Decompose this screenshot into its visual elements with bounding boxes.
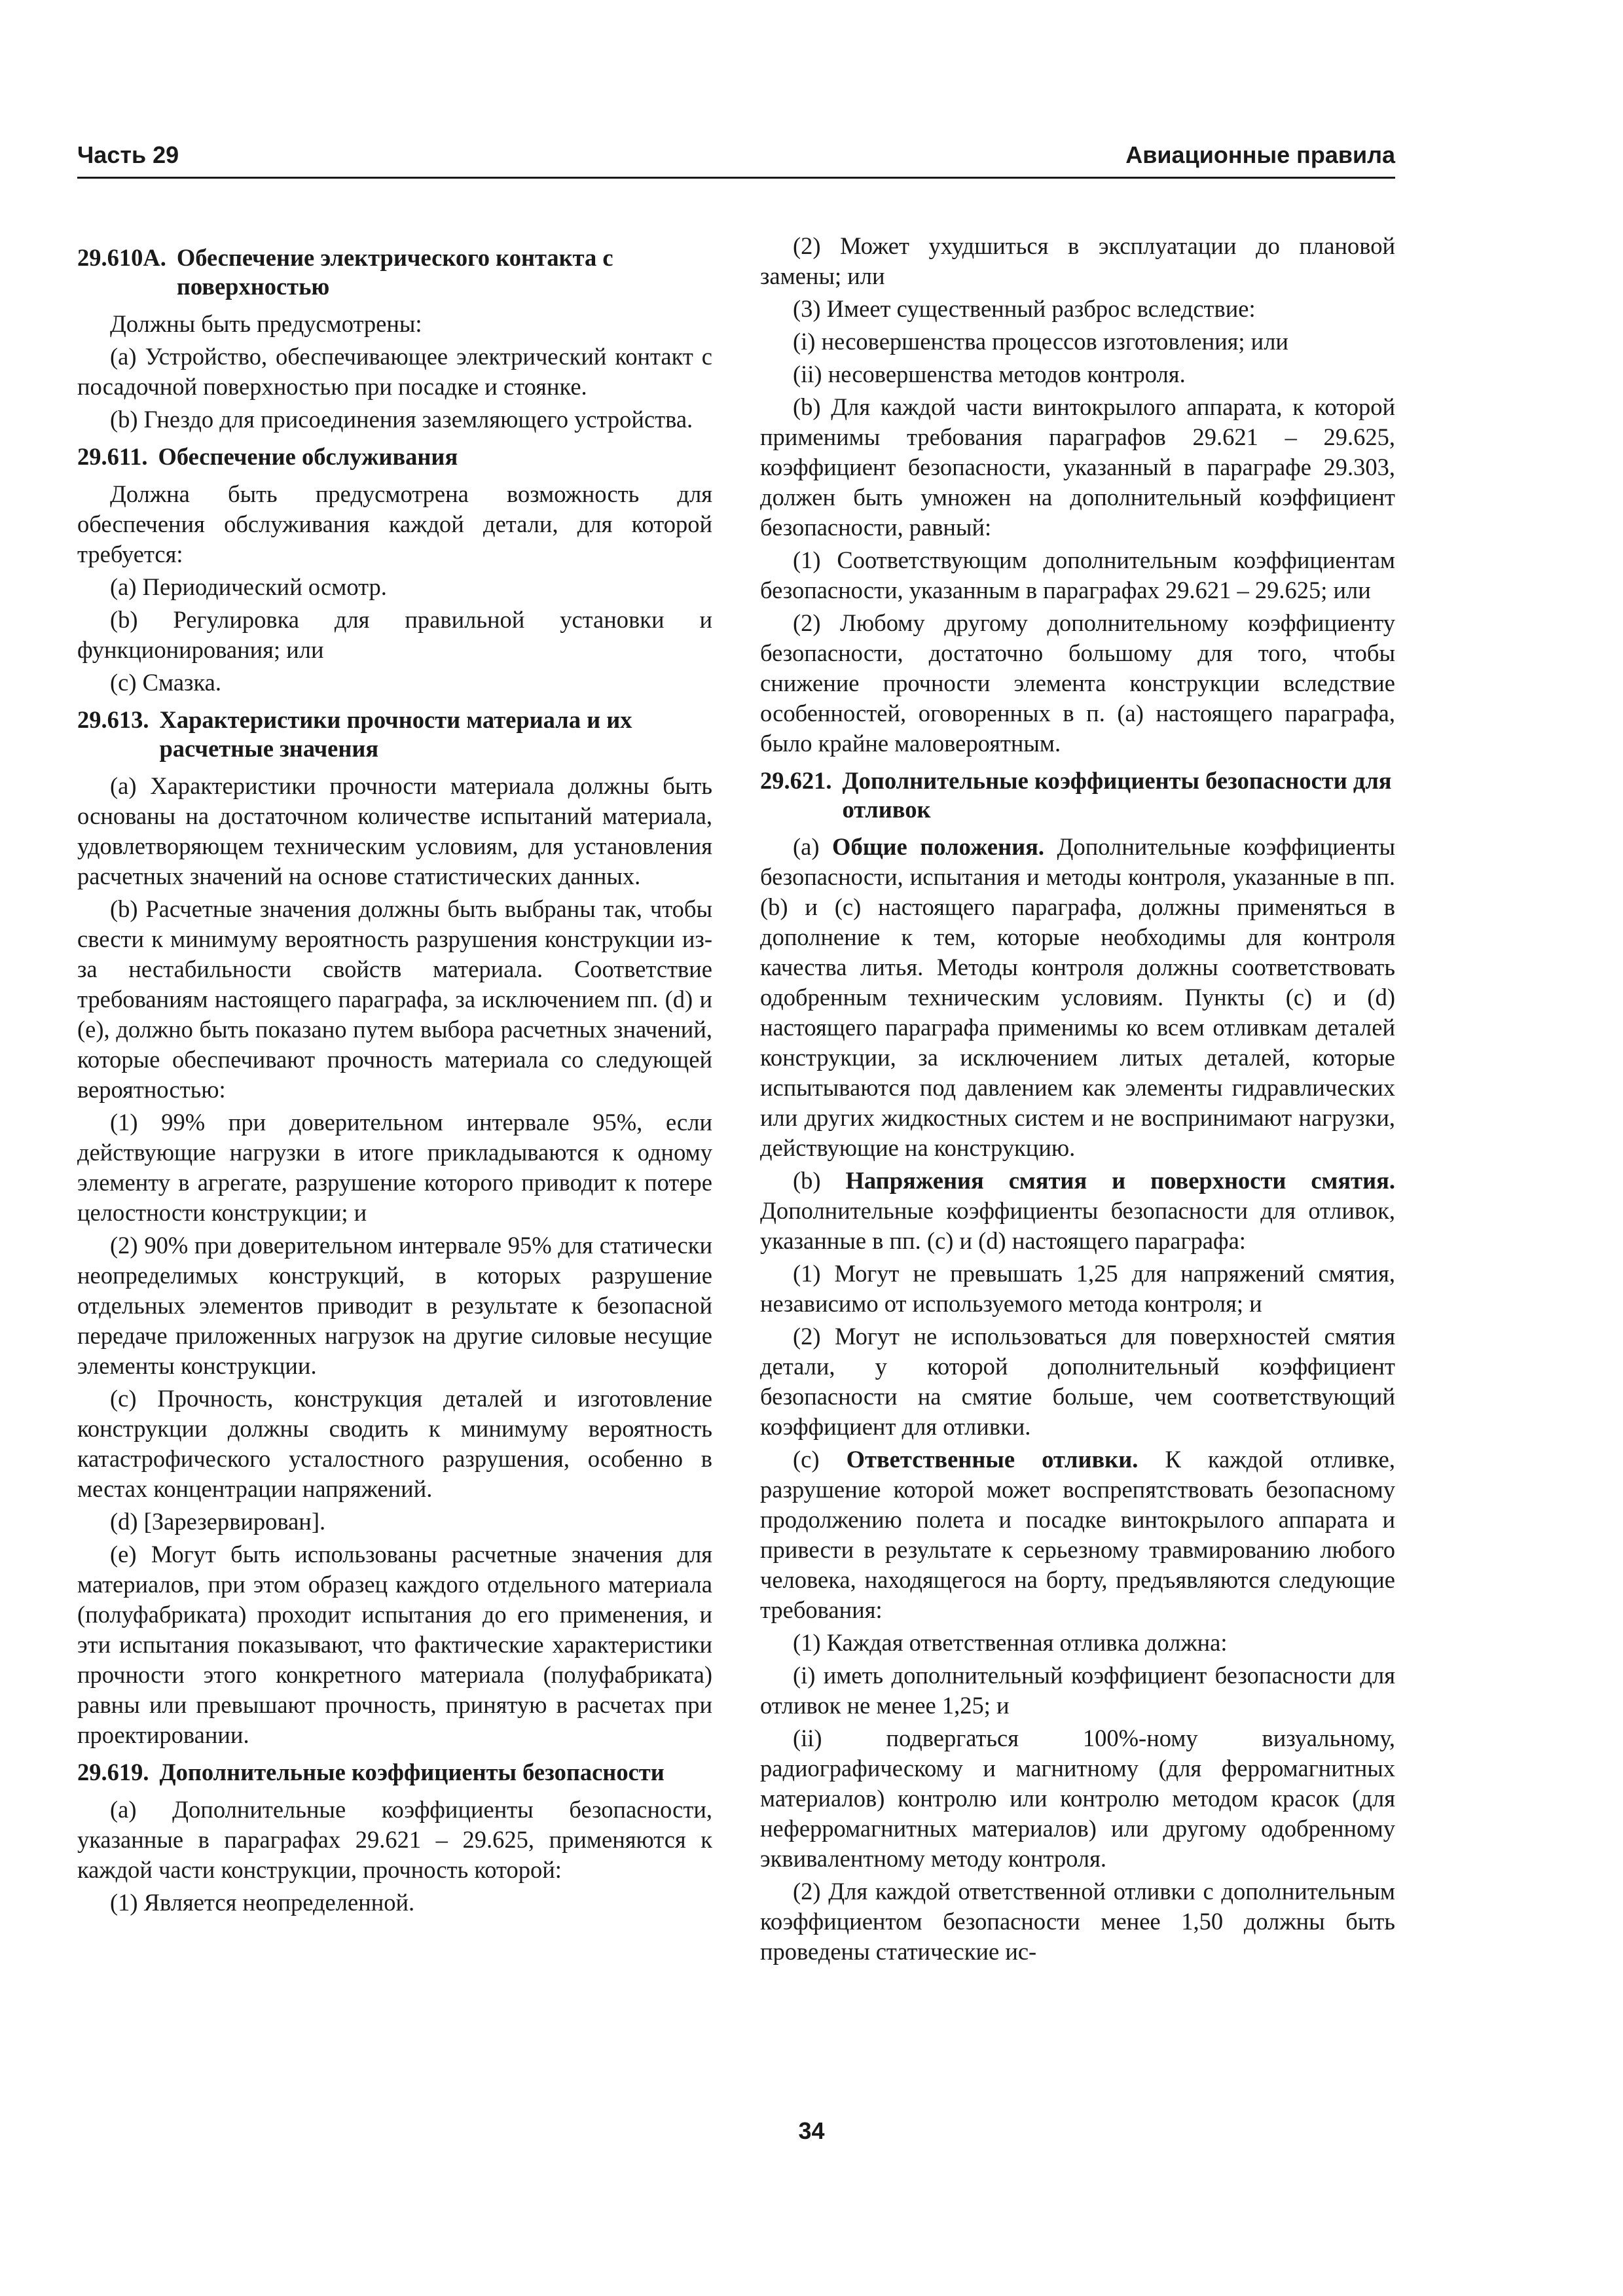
paragraph: (e) Могут быть использованы расчетные значения для материалов, при этом образец каждого отдельного материала (полуфабриката) проходит испытания до его применения, и эти испытания показывают, что фактические характеристики прочности этого конкретного материала (полуфабриката) равны или превышают прочность, принятую в расчетах при проектировании. bbox=[77, 1541, 712, 1748]
paragraph: (1) Является неопределенной. bbox=[110, 1889, 415, 1916]
section-number: 29.621. bbox=[760, 767, 832, 794]
section-title: Характеристики прочности материала и их расчетные значения bbox=[159, 706, 632, 762]
section-title: Дополнительные коэффициенты безопасности bbox=[159, 1759, 665, 1785]
section-number: 29.613. bbox=[77, 706, 149, 733]
left-column bbox=[77, 243, 712, 1920]
paragraph: (ii) несовершенства методов контроля. bbox=[793, 361, 1186, 387]
paragraph: (b) Регулировка для правильной установки и функционирования; или bbox=[77, 606, 712, 663]
paragraph-general-provisions bbox=[760, 832, 1395, 1163]
item-text: Дополнительные коэффициенты безопасности, испытания и методы контроля, указанные в пп. (b) и (c) настоящего параграфа, должны применяться в дополнение к тем, которые необходимы для контроля качества литья. Методы контроля должны соответствовать одобренным техническим условиям. Пункты (c) и (d) настоящего параграфа применимы ко всем отливкам деталей конструкции, за исключением литых деталей, которые испытываются под давлением как элементы гидравлических или других жидкостных систем и не воспринимают нагрузки, действующие на конструкцию. bbox=[760, 833, 1395, 1161]
item-prefix: (b) bbox=[793, 1167, 821, 1194]
paragraph: (i) несовершенства процессов изготовления; или bbox=[793, 328, 1288, 355]
paragraph: (2) 90% при доверительном интервале 95% для статически неопределимых конструкций, в которых разрушение отдельных элементов приводит в результате к безопасной передаче приложенных нагрузок на другие силовые несущие элементы конструкции. bbox=[77, 1232, 712, 1379]
section-heading-29-619 bbox=[77, 1758, 712, 1787]
paragraph: (ii) подвергаться 100%-ному визуальному, радиографическому и магнитному (для ферромагнитных материалов) контролю или контролю методом красок (для неферромагнитных материалов) или другому одобренному эквивалентному методу контроля. bbox=[760, 1725, 1395, 1872]
paragraph: (d) [Зарезервирован]. bbox=[110, 1508, 326, 1535]
page-number: 34 bbox=[798, 2117, 825, 2144]
item-prefix: (a) bbox=[793, 833, 820, 860]
header-document-title: Авиационные правила bbox=[1125, 141, 1395, 168]
paragraph: (a) Устройство, обеспечивающее электрический контакт с посадочной поверхностью при посадке и стоянке. bbox=[77, 343, 712, 400]
paragraph: (b) Расчетные значения должны быть выбраны так, чтобы свести к минимуму вероятность разрушения конструкции из-за нестабильности свойств материала. Соответствие требованиям настоящего параграфа, за исключением пп. (d) и (e), должно быть показано путем выбора расчетных значений, которые обеспечивают прочность материала со следующей вероятностью: bbox=[77, 895, 712, 1103]
right-column bbox=[760, 231, 1395, 1969]
item-text: Дополнительные коэффициенты безопасности для отливок, указанные в пп. (c) и (d) настоящего параграфа: bbox=[760, 1197, 1395, 1254]
paragraph: (3) Имеет существенный разброс вследствие: bbox=[793, 295, 1256, 322]
item-text: К каждой отливке, разрушение которой может воспрепятствовать безопасному продолжению полета и посадке винтокрылого аппарата и привести в результате к серьезному травмированию любого человека, находящегося на борту, предъявляются следующие требования: bbox=[760, 1446, 1395, 1623]
section-heading-29-621 bbox=[760, 766, 1395, 824]
paragraph: (1) 99% при доверительном интервале 95%, если действующие нагрузки в итоге прикладываются к одному элементу в агрегате, разрушение которого приводит к потере целостности конструкции; и bbox=[77, 1109, 712, 1226]
section-number: 29.611. bbox=[77, 443, 148, 470]
paragraph: Должны быть предусмотрены: bbox=[110, 310, 422, 337]
paragraph: (a) Дополнительные коэффициенты безопасности, указанные в параграфах 29.621 – 29.625, применяются к каждой части конструкции, прочность которой: bbox=[77, 1796, 712, 1883]
paragraph: (1) Каждая ответственная отливка должна: bbox=[793, 1629, 1228, 1656]
section-title: Обеспечение обслуживания bbox=[158, 443, 458, 470]
paragraph: (c) Прочность, конструкция деталей и изготовление конструкции должны сводить к минимуму вероятность катастрофического усталостного разрушения, особенно в местах концентрации напряжений. bbox=[77, 1385, 712, 1502]
paragraph: (2) Для каждой ответственной отливки с дополнительным коэффициентом безопасности менее 1,50 должны быть проведены статические ис- bbox=[760, 1878, 1395, 1965]
section-title: Дополнительные коэффициенты безопасности для отливок bbox=[842, 767, 1392, 823]
paragraph: (a) Периодический осмотр. bbox=[110, 573, 387, 600]
section-heading-29-610a bbox=[77, 243, 712, 301]
item-prefix: (c) bbox=[793, 1446, 820, 1473]
section-number: 29.619. bbox=[77, 1759, 149, 1785]
item-bold-heading: Общие положения. bbox=[832, 833, 1045, 860]
section-heading-29-611 bbox=[77, 442, 712, 471]
paragraph-critical-castings bbox=[760, 1444, 1395, 1625]
paragraph: (a) Характеристики прочности материала должны быть основаны на достаточном количестве испытаний материала, удовлетворяющем техническим условиям, для установления расчетных значений на основе статистических данных. bbox=[77, 772, 712, 889]
paragraph: (1) Могут не превышать 1,25 для напряжений смятия, независимо от используемого метода контроля; и bbox=[760, 1260, 1395, 1317]
paragraph: (1) Соответствующим дополнительным коэффициентам безопасности, указанным в параграфах 29.621 – 29.625; или bbox=[760, 547, 1395, 603]
section-title: Обеспечение электрического контакта с поверхностью bbox=[176, 244, 613, 300]
paragraph: (b) Гнездо для присоединения заземляющего устройства. bbox=[110, 406, 693, 433]
section-number: 29.610А. bbox=[77, 244, 166, 271]
page-header bbox=[77, 136, 1395, 179]
header-part-label: Часть 29 bbox=[77, 141, 179, 168]
paragraph: (2) Может ухудшиться в эксплуатации до плановой замены; или bbox=[760, 232, 1395, 289]
item-bold-heading: Ответственные отливки. bbox=[846, 1446, 1139, 1473]
paragraph: (c) Смазка. bbox=[110, 669, 221, 696]
item-bold-heading: Напряжения смятия и поверхности смятия. bbox=[845, 1167, 1395, 1194]
paragraph: Должна быть предусмотрена возможность для обеспечения обслуживания каждой детали, для которой требуется: bbox=[77, 480, 712, 567]
paragraph-bearing-stresses bbox=[760, 1166, 1395, 1256]
paragraph: (b) Для каждой части винтокрылого аппарата, к которой применимы требования параграфов 29.621 – 29.625, коэффициент безопасности, указанный в параграфе 29.303, должен быть умножен на дополнительный коэффициент безопасности, равный: bbox=[760, 393, 1395, 541]
paragraph: (2) Любому другому дополнительному коэффициенту безопасности, достаточно большому для того, чтобы снижение прочности элемента конструкции вследствие особенностей, оговоренных в п. (a) настоящего параграфа, было крайне маловероятным. bbox=[760, 609, 1395, 757]
section-heading-29-613 bbox=[77, 706, 712, 763]
paragraph: (2) Могут не использоваться для поверхностей смятия детали, у которой дополнительный коэффициент безопасности на смятие больше, чем соответствующий коэффициент для отливки. bbox=[760, 1323, 1395, 1440]
paragraph: (i) иметь дополнительный коэффициент безопасности для отливок не менее 1,25; и bbox=[760, 1662, 1395, 1719]
